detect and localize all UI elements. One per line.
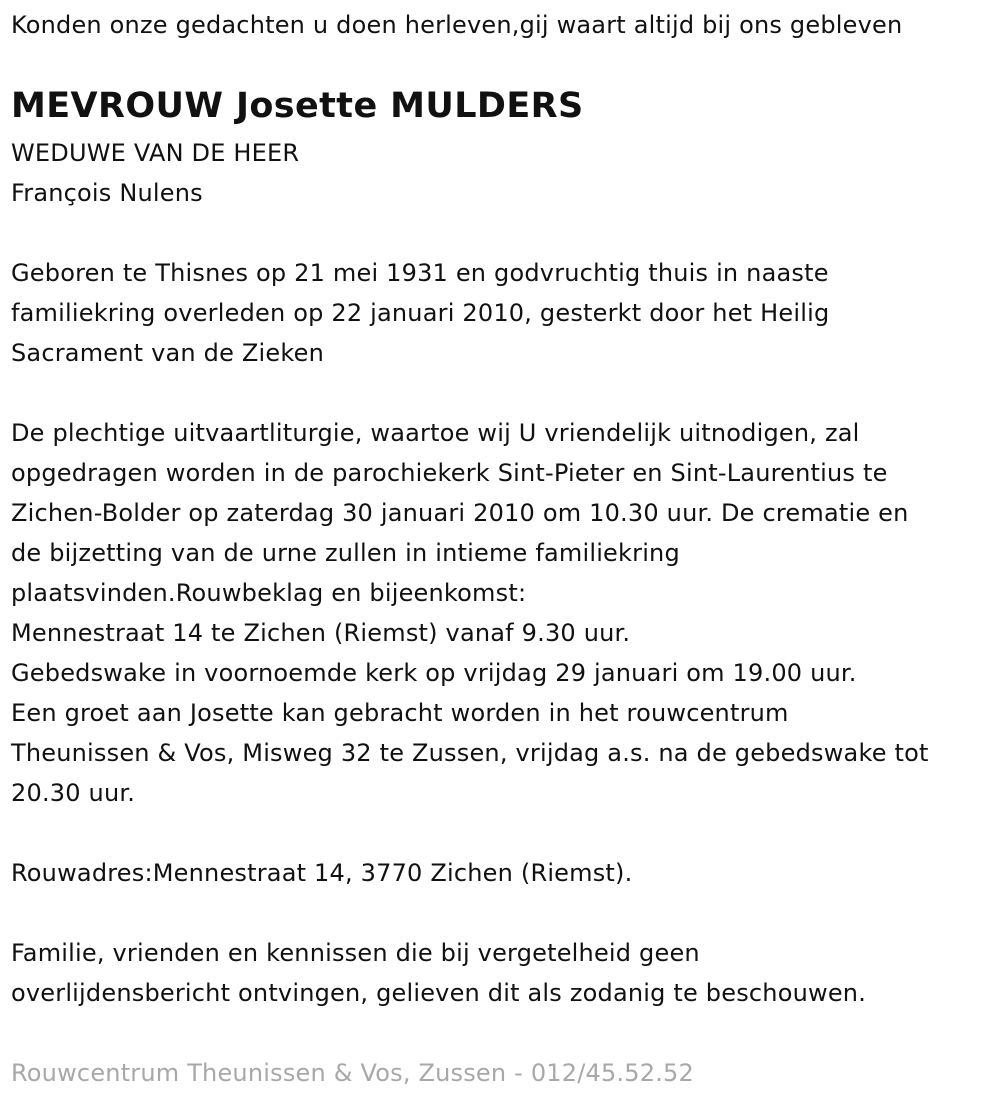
mourning-address — [11, 853, 632, 893]
spouse-name: François Nulens — [11, 179, 203, 207]
paragraph-line: Zichen-Bolder op zaterdag 30 januari 2010 om 10.30 uur. De crematie en — [11, 499, 909, 527]
funeral-home-contact: Rouwcentrum Theunissen & Vos, Zussen - 012/45.52.52 — [11, 1059, 694, 1087]
funeral-home-footer — [11, 1053, 694, 1093]
paragraph-line: Familie, vrienden en kennissen die bij vergetelheid geen — [11, 939, 700, 967]
paragraph-line: Gebedswake in voornoemde kerk op vrijdag 29 januari om 19.00 uur. — [11, 659, 857, 687]
deceased-name: MEVROUW Josette MULDERS — [11, 86, 584, 126]
paragraph-line: De plechtige uitvaartliturgie, waartoe wij U vriendelijk uitnodigen, zal — [11, 419, 860, 447]
address-line: Rouwadres:Mennestraat 14, 3770 Zichen (Riemst). — [11, 859, 633, 887]
paragraph-line: Mennestraat 14 te Zichen (Riemst) vanaf 9.30 uur. — [11, 619, 631, 647]
paragraph-line: Geboren te Thisnes op 21 mei 1931 en godvruchtig thuis in naaste — [11, 259, 829, 287]
paragraph-line: familiekring overleden op 22 januari 2010, gesterkt door het Heilig — [11, 299, 830, 327]
paragraph-line: plaatsvinden.Rouwbeklag en bijeenkomst: — [11, 579, 527, 607]
family-note-paragraph — [11, 933, 866, 1013]
paragraph-line: 20.30 uur. — [11, 779, 136, 807]
paragraph-line: overlijdensbericht ontvingen, gelieven dit als zodanig te beschouwen. — [11, 979, 867, 1007]
funeral-details-paragraph — [11, 413, 929, 813]
birth-death-paragraph — [11, 253, 829, 373]
widow-of-section — [11, 133, 299, 213]
widow-line: WEDUWE VAN DE HEER — [11, 139, 300, 167]
paragraph-line: Een groet aan Josette kan gebracht worden in het rouwcentrum — [11, 699, 789, 727]
paragraph-line: Theunissen & Vos, Misweg 32 te Zussen, vrijdag a.s. na de gebedswake tot — [11, 739, 929, 767]
paragraph-line: de bijzetting van de urne zullen in intieme familiekring — [11, 539, 680, 567]
paragraph-line: opgedragen worden in de parochiekerk Sint-Pieter en Sint-Laurentius te — [11, 459, 888, 487]
memorial-motto: Konden onze gedachten u doen herleven,gij waart altijd bij ons gebleven — [11, 11, 903, 39]
paragraph-line: Sacrament van de Zieken — [11, 339, 324, 367]
